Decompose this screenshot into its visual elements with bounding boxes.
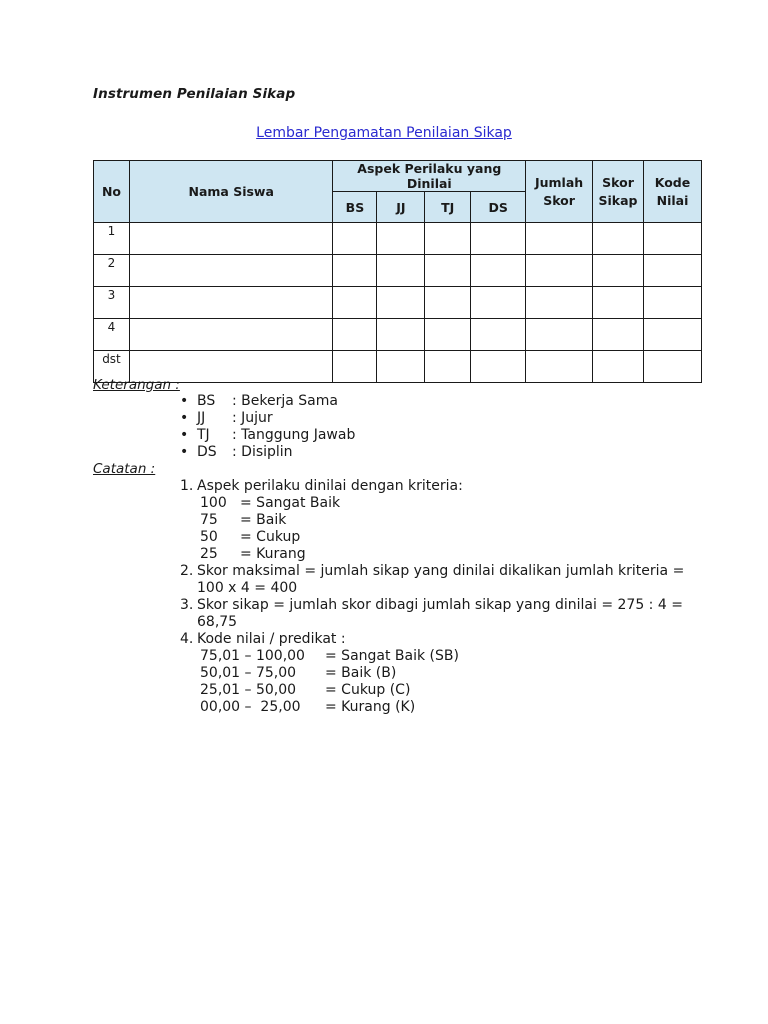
list-item [180, 427, 355, 444]
row-number: 1 [94, 223, 130, 255]
row-number: 2 [94, 255, 130, 287]
bullet-icon: • [180, 427, 189, 443]
legend-label: Keterangan : [93, 377, 180, 393]
tj-cell [425, 255, 471, 287]
grade-code-cell [644, 223, 702, 255]
total-score-cell [526, 255, 593, 287]
table-row [94, 319, 702, 351]
row-number: 3 [94, 287, 130, 319]
table-row [94, 351, 702, 383]
student-name-cell [129, 255, 333, 287]
note-text: Skor sikap = jumlah skor dibagi jumlah sikap yang dinilai = 275 : 4 = 68,75 [197, 597, 683, 630]
notes-label: Catatan : [93, 461, 156, 477]
note-item-4 [180, 631, 697, 716]
attitude-score-cell [593, 255, 644, 287]
legend-desc: : Bekerja Sama [232, 393, 338, 409]
notes-list [180, 478, 697, 716]
bs-cell [333, 223, 377, 255]
predicate-range: 50,01 – 75,00 [200, 665, 297, 681]
note-number: 1. [180, 478, 194, 494]
predicate-row [197, 648, 697, 665]
total-score-cell [526, 351, 593, 383]
jj-cell [377, 319, 425, 351]
bs-cell [333, 351, 377, 383]
list-item [180, 444, 355, 461]
ds-cell [471, 255, 526, 287]
header-score-line1: Skor [602, 174, 634, 190]
grade-code-cell [644, 287, 702, 319]
header-aspect-tj: TJ [425, 192, 471, 223]
tj-cell [425, 223, 471, 255]
jj-cell [377, 223, 425, 255]
ds-cell [471, 351, 526, 383]
predicate-label: = Cukup (C) [325, 682, 411, 698]
note-text: Skor maksimal = jumlah sikap yang dinilai dikalikan jumlah kriteria = 100 x 4 = 400 [197, 563, 685, 596]
note-item-2 [180, 563, 697, 597]
criteria-label: = Kurang [240, 546, 306, 562]
attitude-score-cell [593, 223, 644, 255]
grade-code-cell [644, 319, 702, 351]
student-name-cell [129, 287, 333, 319]
bullet-icon: • [180, 410, 189, 426]
note-text: Kode nilai / predikat : [197, 631, 346, 647]
header-aspect-bs: BS [333, 192, 377, 223]
note-number: 3. [180, 597, 194, 613]
row-number: 4 [94, 319, 130, 351]
criteria-row [197, 546, 697, 563]
criteria-value: 50 [200, 529, 218, 545]
bullet-icon: • [180, 393, 189, 409]
ds-cell [471, 223, 526, 255]
legend-desc: : Disiplin [232, 444, 293, 460]
predicate-label: = Sangat Baik (SB) [325, 648, 459, 664]
attitude-score-cell [593, 351, 644, 383]
note-item-1 [180, 478, 697, 563]
list-item [180, 410, 355, 427]
student-name-cell [129, 223, 333, 255]
predicate-range: 00,00 – 25,00 [200, 699, 301, 715]
tj-cell [425, 287, 471, 319]
tj-cell [425, 319, 471, 351]
list-item [180, 393, 355, 410]
header-total-line2: Skor [543, 192, 575, 208]
total-score-cell [526, 223, 593, 255]
predicate-row [197, 682, 697, 699]
grade-code-cell [644, 255, 702, 287]
note-number: 2. [180, 563, 194, 579]
criteria-value: 75 [200, 512, 218, 528]
note-number: 4. [180, 631, 194, 647]
criteria-label: = Baik [240, 512, 287, 528]
bs-cell [333, 319, 377, 351]
criteria-value: 25 [200, 546, 218, 562]
jj-cell [377, 351, 425, 383]
document-heading: Instrumen Penilaian Sikap [93, 86, 296, 102]
header-code-line2: Nilai [656, 192, 689, 208]
criteria-label: = Cukup [240, 529, 301, 545]
table-row [94, 223, 702, 255]
header-total-line1: Jumlah [534, 174, 584, 190]
row-number: dst [94, 351, 130, 383]
tj-cell [425, 351, 471, 383]
legend-code: BS [197, 393, 216, 409]
criteria-row [197, 495, 697, 512]
observation-table [93, 160, 702, 383]
header-attitude-score [593, 161, 644, 223]
header-grade-code [644, 161, 702, 223]
attitude-score-cell [593, 287, 644, 319]
total-score-cell [526, 319, 593, 351]
ds-cell [471, 319, 526, 351]
header-aspect-group: Aspek Perilaku yang Dinilai [333, 161, 526, 192]
header-total-score [526, 161, 593, 223]
bs-cell [333, 255, 377, 287]
header-score-line2: Sikap [598, 192, 638, 208]
attitude-score-cell [593, 319, 644, 351]
note-item-3 [180, 597, 697, 631]
predicate-label: = Baik (B) [325, 665, 397, 681]
table-row [94, 287, 702, 319]
criteria-row [197, 529, 697, 546]
header-aspect-ds: DS [471, 192, 526, 223]
criteria-row [197, 512, 697, 529]
jj-cell [377, 287, 425, 319]
jj-cell [377, 255, 425, 287]
criteria-label: = Sangat Baik [240, 495, 341, 511]
legend-code: DS [197, 444, 217, 460]
header-no: No [94, 161, 130, 223]
predicate-row [197, 699, 697, 716]
legend-code: TJ [197, 427, 210, 443]
legend-desc: : Tanggung Jawab [232, 427, 356, 443]
legend-desc: : Jujur [232, 410, 273, 426]
legend-code: JJ [197, 410, 206, 426]
total-score-cell [526, 287, 593, 319]
predicate-range: 25,01 – 50,00 [200, 682, 297, 698]
note-text: Aspek perilaku dinilai dengan kriteria: [197, 478, 463, 494]
sheet-title-link[interactable]: Lembar Pengamatan Penilaian Sikap [256, 125, 512, 141]
predicate-range: 75,01 – 100,00 [200, 648, 305, 664]
student-name-cell [129, 319, 333, 351]
legend-list [180, 393, 355, 461]
table-row [94, 255, 702, 287]
predicate-row [197, 665, 697, 682]
ds-cell [471, 287, 526, 319]
bs-cell [333, 287, 377, 319]
header-code-line1: Kode [654, 174, 691, 190]
header-student-name: Nama Siswa [129, 161, 333, 223]
predicate-label: = Kurang (K) [325, 699, 416, 715]
header-aspect-jj: JJ [377, 192, 425, 223]
grade-code-cell [644, 351, 702, 383]
criteria-value: 100 [200, 495, 227, 511]
bullet-icon: • [180, 444, 189, 460]
